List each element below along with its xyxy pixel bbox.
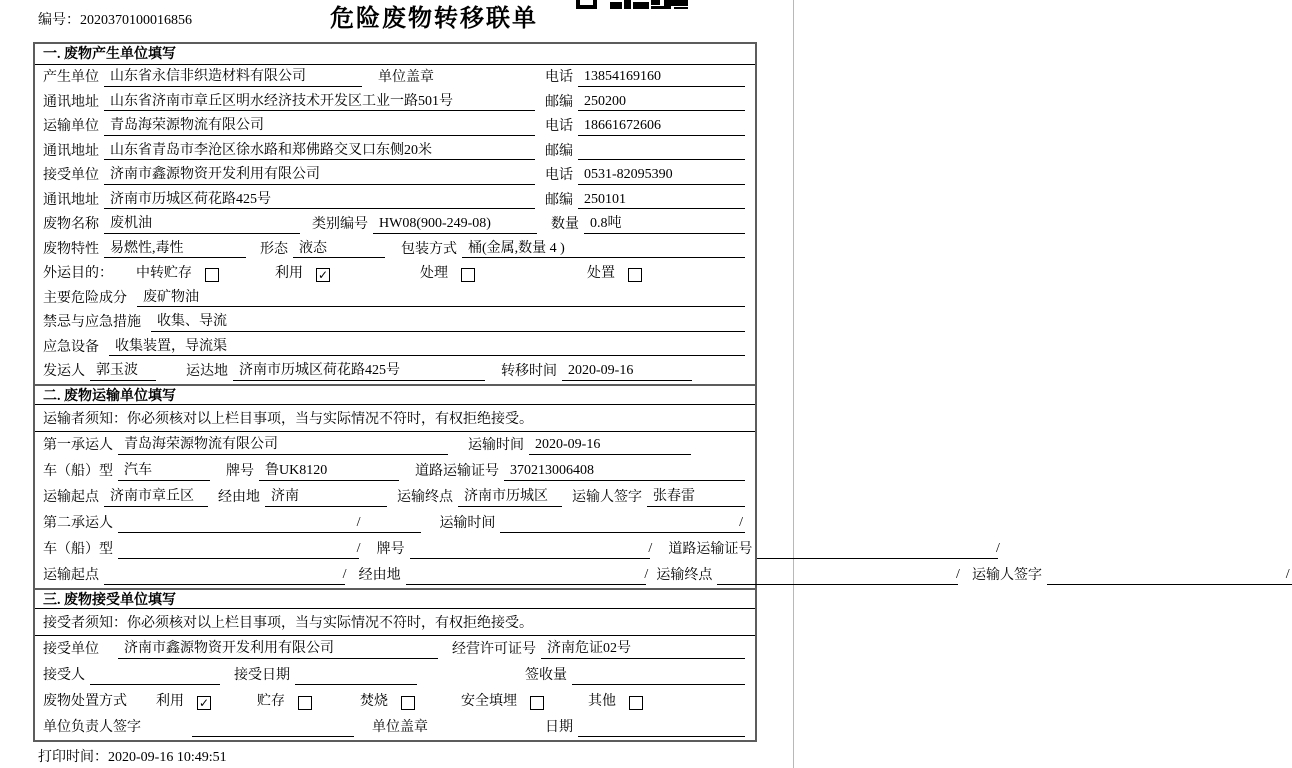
transport-time-value: 2020-09-16 (529, 437, 691, 454)
license-label: 经营许可证号 (452, 642, 536, 658)
purpose-checkbox-transfer-storage (205, 268, 219, 282)
receiver-address-row (35, 188, 755, 213)
waste-name-row (35, 212, 755, 237)
print-time-label: 打印时间： (38, 750, 108, 765)
document-number (38, 13, 192, 29)
page-edge-line (793, 0, 794, 768)
first-carrier-value: 青岛海荣源物流有限公司 (118, 437, 448, 454)
purpose-option-transfer-storage: 中转贮存 (136, 266, 192, 282)
road-permit-value: 370213006408 (504, 463, 745, 480)
transporter-zip-label: 邮编 (545, 143, 573, 159)
vehicle-type-label: 车（船）型 (43, 464, 113, 480)
transporter-address-label: 通讯地址 (43, 143, 99, 159)
vehicle-type2-label: 车（船）型 (43, 542, 113, 558)
qr-code-fragment (576, 0, 688, 10)
carrier-sign2-label: 运输人签字 (972, 568, 1043, 584)
transporter-zip-value (578, 145, 745, 160)
head-sign-label: 单位负责人签字 (43, 720, 141, 736)
transporter-phone-label: 电话 (545, 119, 573, 135)
purpose-option-dispose: 处置 (587, 266, 615, 282)
purpose-checkbox-utilize: ✓ (317, 267, 329, 282)
quantity-label: 数量 (551, 217, 579, 233)
document-header (0, 0, 796, 42)
origin2-label: 运输起点 (43, 568, 99, 584)
plate2-value: / (410, 541, 651, 558)
receiver-zip-label: 邮编 (545, 192, 573, 208)
via2-value: / (406, 567, 647, 584)
section2-title: 二. 废物运输单位填写 (35, 384, 755, 405)
waste-character-label: 废物特性 (43, 241, 99, 257)
document-number-label: 编号： (38, 13, 80, 28)
endpoint2-label: 运输终点 (656, 568, 713, 584)
taboo-row (35, 310, 755, 335)
producer-address-value: 山东省济南市章丘区明水经济技术开发区工业一路501号 (104, 94, 535, 111)
route2-row (35, 562, 1290, 588)
head-sign-value (192, 722, 354, 737)
producer-zip-value: 250200 (578, 94, 745, 111)
vehicle-type-value: 汽车 (118, 463, 210, 480)
receiver-address-value: 济南市历城区荷花路425号 (104, 192, 535, 209)
date-label: 日期 (545, 720, 573, 736)
accept-unit-label: 接受单位 (43, 642, 99, 658)
second-carrier-row (35, 510, 755, 536)
via-label: 经由地 (218, 490, 260, 506)
disposal-option-storage: 贮存 (257, 694, 285, 710)
quantity-value: 0.8吨 (584, 216, 745, 233)
disposal-option-utilize: 利用 (156, 694, 184, 710)
transport-time2-value: / (500, 515, 745, 532)
transport-time2-label: 运输时间 (439, 516, 496, 532)
endpoint2-value: / (717, 567, 958, 584)
transporter-address-row (35, 139, 755, 164)
page-title: 危险废物转移联单 (330, 6, 538, 32)
accept-unit-value: 济南市鑫源物资开发利用有限公司 (118, 641, 438, 658)
producer-address-group (43, 94, 545, 111)
manifest-form (33, 42, 1290, 742)
disposal-method-label: 废物处置方式 (43, 694, 127, 710)
receiver-label: 接受单位 (43, 168, 99, 184)
second-carrier-label: 第二承运人 (43, 516, 113, 532)
packing-value: 桶(金属,数量 4 ) (462, 241, 745, 258)
destination-value: 济南市历城区荷花路425号 (233, 363, 485, 380)
via-value: 济南 (265, 489, 387, 506)
purpose-checkbox-treat (461, 268, 475, 282)
seal-label: 单位盖章 (378, 70, 434, 86)
producer-phone-value: 13854169160 (578, 69, 745, 86)
receiver-group (43, 167, 545, 184)
waste-character-row (35, 237, 755, 262)
origin2-value: / (104, 567, 345, 584)
signed-qty-label: 签收量 (525, 668, 567, 684)
equipment-label: 应急设备 (43, 339, 99, 355)
producer-value: 山东省永信非织造材料有限公司 (104, 69, 362, 86)
hazard-row (35, 286, 755, 311)
producer-left-group (43, 69, 545, 86)
disposal-option-other: 其他 (588, 694, 616, 710)
transfer-date-label: 转移时间 (501, 364, 557, 380)
route-row (35, 484, 755, 510)
receiver-address-label: 通讯地址 (43, 192, 99, 208)
transporter-label: 运输单位 (43, 119, 99, 135)
consignor-value: 郭玉波 (90, 363, 156, 380)
producer-zip-label: 邮编 (545, 94, 573, 110)
purpose-checkbox-dispose (628, 268, 642, 282)
hazard-label: 主要危险成分 (43, 290, 127, 306)
plate-value: 鲁UK8120 (259, 463, 399, 480)
receiver-notice: 接受者须知：你必须核对以上栏目事项，当与实际情况不符时，有权拒绝接受。 (35, 609, 755, 636)
vehicle-row (35, 458, 755, 484)
road-permit2-label: 道路运输证号 (668, 542, 753, 558)
section1-title: 一. 废物产生单位填写 (35, 44, 755, 65)
vehicle2-row (35, 536, 1000, 562)
plate-label: 牌号 (226, 464, 254, 480)
transporter-phone-value: 18661672606 (578, 118, 745, 135)
carrier-sign-value: 张春雷 (647, 489, 745, 506)
receiver-phone-value: 0531-82095390 (578, 167, 745, 184)
transporter-value: 青岛海荣源物流有限公司 (104, 118, 535, 135)
form-label: 形态 (260, 241, 288, 257)
category-label: 类别编号 (312, 217, 368, 233)
producer-row (35, 65, 755, 90)
accept-date-label: 接受日期 (234, 668, 290, 684)
license-value: 济南危证02号 (541, 641, 745, 658)
disposal-checkbox-landfill (530, 696, 544, 710)
disposal-checkbox-utilize: ✓ (198, 695, 210, 710)
producer-address-row (35, 90, 755, 115)
form-value: 液态 (293, 241, 385, 258)
waste-name-value: 废机油 (104, 216, 300, 233)
waste-name-label: 废物名称 (43, 217, 99, 233)
acceptor-value (90, 670, 220, 685)
acceptor-label: 接受人 (43, 668, 85, 684)
receiver-value: 济南市鑫源物资开发利用有限公司 (104, 167, 535, 184)
transporter-address-value: 山东省青岛市李沧区徐水路和郑佛路交叉口东侧20米 (104, 143, 535, 160)
endpoint-value: 济南市历城区 (458, 489, 562, 506)
packing-label: 包装方式 (401, 241, 457, 257)
producer-address-label: 通讯地址 (43, 94, 99, 110)
taboo-label: 禁忌与应急措施 (43, 315, 141, 331)
transporter-group (43, 118, 545, 135)
transporter-address-group (43, 143, 545, 160)
endpoint-label: 运输终点 (397, 490, 453, 506)
disposal-checkbox-incinerate (401, 696, 415, 710)
receiver-phone-label: 电话 (545, 168, 573, 184)
origin-label: 运输起点 (43, 490, 99, 506)
document-number-value: 2020370100016856 (80, 13, 192, 28)
transport-time-label: 运输时间 (468, 438, 524, 454)
destination-label: 运达地 (186, 364, 228, 380)
consignor-label: 发运人 (43, 364, 85, 380)
road-permit-label: 道路运输证号 (415, 464, 499, 480)
via2-label: 经由地 (358, 568, 401, 584)
disposal-checkbox-storage (298, 696, 312, 710)
first-carrier-label: 第一承运人 (43, 438, 113, 454)
unit-seal-label: 单位盖章 (372, 720, 428, 736)
accept-unit-row (35, 636, 755, 662)
acceptor-row (35, 662, 755, 688)
second-carrier-value: / (118, 515, 421, 532)
disposal-option-incinerate: 焚烧 (360, 694, 388, 710)
carrier-sign2-value: / (1047, 567, 1292, 584)
origin-value: 济南市章丘区 (104, 489, 208, 506)
taboo-value: 收集、导流 (151, 314, 745, 331)
category-value: HW08(900-249-08) (373, 216, 537, 233)
waste-character-value: 易燃性,毒性 (104, 241, 246, 258)
date-value (578, 722, 745, 737)
receiver-zip-value: 250101 (578, 192, 745, 209)
print-time (38, 750, 227, 766)
vehicle-type2-value: / (118, 541, 359, 558)
carrier-sign-label: 运输人签字 (572, 490, 642, 506)
producer-phone-label: 电话 (545, 70, 573, 86)
equipment-row (35, 335, 755, 360)
disposal-checkbox-other (629, 696, 643, 710)
purpose-option-utilize: 利用 (275, 266, 303, 282)
accept-date-value (295, 670, 417, 685)
equipment-value: 收集装置，导流渠 (109, 339, 745, 356)
consignor-row (35, 359, 755, 384)
disposal-option-landfill: 安全填埋 (461, 694, 517, 710)
head-sign-row (35, 714, 755, 740)
purpose-label: 外运目的： (43, 266, 113, 282)
receiver-address-group (43, 192, 545, 209)
transporter-row (35, 114, 755, 139)
producer-label: 产生单位 (43, 70, 99, 86)
road-permit2-value: / (757, 541, 998, 558)
receiver-row (35, 163, 755, 188)
transporter-notice: 运输者须知：你必须核对以上栏目事项，当与实际情况不符时，有权拒绝接受。 (35, 405, 755, 432)
section3-title: 三. 废物接受单位填写 (35, 588, 755, 609)
disposal-method-row (35, 688, 755, 714)
print-time-value: 2020-09-16 10:49:51 (108, 750, 227, 765)
purpose-row (35, 261, 755, 286)
transfer-date-value: 2020-09-16 (562, 363, 692, 380)
purpose-option-treat: 处理 (420, 266, 448, 282)
hazard-value: 废矿物油 (137, 290, 745, 307)
first-carrier-row (35, 432, 755, 458)
signed-qty-value (572, 670, 745, 685)
plate2-label: 牌号 (376, 542, 405, 558)
